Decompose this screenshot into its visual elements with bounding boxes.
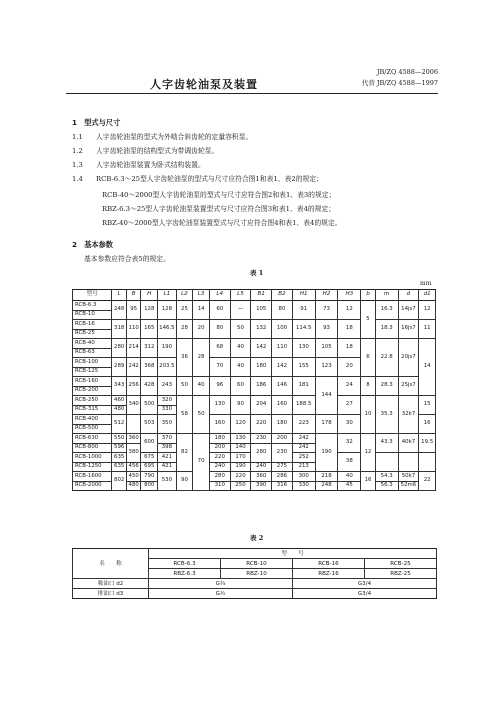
clause-text: 人字齿轮油泵的型式为外啮合斜齿轮的定量容积泵。 xyxy=(96,133,253,141)
cell: 275 xyxy=(272,462,293,472)
cell: G3/4 xyxy=(293,589,437,599)
cell: 675 xyxy=(141,453,158,463)
cell: 800 xyxy=(141,481,158,491)
cell: 460 xyxy=(112,396,127,406)
model-cell: RCB-125 xyxy=(73,367,112,377)
cell: 213 xyxy=(292,462,315,472)
cell: 130 xyxy=(230,434,251,444)
model-cell: RCB-1600 xyxy=(73,472,112,482)
cell: 360 xyxy=(126,434,141,444)
cell: RBZ-10 xyxy=(221,569,293,579)
cell: 40k7 xyxy=(398,434,419,453)
cell: 188.5 xyxy=(292,396,315,415)
cell: 242 xyxy=(126,358,141,377)
cell: 230 xyxy=(272,443,293,462)
cell: 240 xyxy=(209,462,230,472)
cell: 114.5 xyxy=(292,320,315,339)
table-row xyxy=(73,320,436,330)
cell: 380 xyxy=(126,443,141,462)
page-title: 人字齿轮油泵及装置 xyxy=(150,78,258,91)
cell: 95 xyxy=(126,301,141,320)
cell: 530 xyxy=(158,472,177,491)
model-cell: RCB-315 xyxy=(73,405,112,415)
cell: 82 xyxy=(176,434,193,472)
cell: 146.5 xyxy=(158,320,177,339)
cell: 50k7 xyxy=(398,472,419,482)
cell: 70 xyxy=(193,434,210,491)
cell: 11 xyxy=(419,320,436,339)
cell: 91 xyxy=(292,301,315,320)
col-header: 型 号 xyxy=(149,549,437,559)
cell: 695 xyxy=(141,462,158,472)
cell: 20 xyxy=(338,358,361,377)
model-cell: RCB-63 xyxy=(73,348,112,358)
cell: G½ xyxy=(149,589,293,599)
col-header: L1 xyxy=(158,290,177,301)
cell: 105 xyxy=(251,301,272,320)
col-header: L5 xyxy=(230,290,251,301)
cell: 128 xyxy=(141,301,158,320)
col-header: H2 xyxy=(315,290,338,301)
cell: — xyxy=(230,301,251,320)
cell: 60 xyxy=(209,301,230,320)
cell: 30 xyxy=(338,415,361,434)
cell: 40 xyxy=(193,377,210,396)
cell: 286 xyxy=(272,472,293,482)
col-header: d1 xyxy=(419,290,436,301)
cell xyxy=(419,453,436,472)
cell: 181 xyxy=(292,377,315,396)
cell: 230 xyxy=(251,434,272,444)
section-2-text: 基本参数应符合表5的规定。 xyxy=(84,255,170,263)
cell: 500 xyxy=(141,396,158,415)
cell: 14js7 xyxy=(398,301,419,320)
cell: 802 xyxy=(112,472,127,491)
title-rule xyxy=(66,93,438,94)
clause-1-2 xyxy=(72,147,218,156)
cell: 10 xyxy=(361,396,376,434)
cell: 25js7 xyxy=(398,377,419,396)
cell: 43.3 xyxy=(375,434,398,453)
cell: 80 xyxy=(272,301,293,320)
cell: 248 xyxy=(315,481,338,491)
cell: 330 xyxy=(158,405,177,415)
cell: 68 xyxy=(209,339,230,358)
cell: 18 xyxy=(338,320,361,339)
cell: 60 xyxy=(230,377,251,396)
standard-number: JB/ZQ 4588—2006 xyxy=(376,68,438,76)
replaces-standard: 代替 JB/ZQ 4588—1997 xyxy=(361,79,438,87)
cell: 480 xyxy=(126,481,141,491)
cell: 14 xyxy=(193,301,210,320)
cell: 28 xyxy=(193,339,210,377)
cell: 503 xyxy=(141,415,158,434)
cell: 250 xyxy=(230,481,251,491)
cell: 340 xyxy=(126,396,141,415)
clause-number: 1.2 xyxy=(72,147,83,155)
col-header: L3 xyxy=(193,290,210,301)
cell: 421 xyxy=(158,462,177,472)
cell: 15 xyxy=(419,396,436,415)
cell: 20 xyxy=(193,320,210,339)
clause-text: 人字齿轮油泵装置为卧式结构装置。 xyxy=(96,161,205,169)
model-cell: RCB-800 xyxy=(73,443,112,453)
cell: RBZ-16 xyxy=(293,569,365,579)
cell: 128 xyxy=(158,301,177,320)
cell: 12 xyxy=(361,434,376,472)
cell: RBZ-25 xyxy=(365,569,437,579)
cell: 218 xyxy=(315,472,338,482)
cell: 186 xyxy=(251,377,272,396)
table-row xyxy=(73,301,436,311)
cell: 28 xyxy=(176,320,193,339)
cell: 14 xyxy=(419,339,436,396)
table-header-row xyxy=(73,290,436,301)
cell: 105 xyxy=(315,339,338,358)
col-header: H xyxy=(141,290,158,301)
cell: 140 xyxy=(230,443,251,453)
clause-1-4-cont-1: RCB-40～2000型人字齿轮油泵的型式与尺寸应符合图2和表1、表3的规定； xyxy=(102,191,336,199)
table-row xyxy=(73,549,437,559)
cell: 80 xyxy=(209,320,230,339)
cell: 190 xyxy=(158,339,177,358)
cell: 70 xyxy=(209,358,230,377)
cell: 190 xyxy=(230,462,251,472)
table-row xyxy=(73,472,436,482)
cell: 252 xyxy=(292,453,315,463)
cell: 280 xyxy=(209,472,230,482)
cell xyxy=(126,415,141,434)
model-cell: RCB-630 xyxy=(73,434,112,444)
clause-number: 1.3 xyxy=(72,161,83,169)
cell: 512 xyxy=(112,415,127,434)
cell: 790 xyxy=(141,472,158,482)
model-cell: RCB-10 xyxy=(73,310,112,320)
cell: 280 xyxy=(251,443,272,462)
cell: 635 xyxy=(112,453,127,463)
row-header: 吸油口 d2 xyxy=(73,579,149,589)
col-header: H3 xyxy=(338,290,361,301)
model-cell: RCB-200 xyxy=(73,386,112,396)
cell: 120 xyxy=(230,415,251,434)
cell: 370 xyxy=(158,434,177,444)
cell: 56.3 xyxy=(375,481,398,491)
cell: 18.3 xyxy=(375,320,398,339)
col-header: B xyxy=(126,290,141,301)
cell: 73 xyxy=(315,301,338,320)
cell: 220 xyxy=(251,415,272,434)
cell: 144 xyxy=(315,377,338,415)
cell: 480 xyxy=(112,405,127,415)
cell: 40 xyxy=(230,339,251,358)
cell: RCB-6.3 xyxy=(149,559,221,569)
cell: 248 xyxy=(112,301,127,320)
cell: 596 xyxy=(112,443,127,453)
cell: 12 xyxy=(419,301,436,320)
cell: 40 xyxy=(230,358,251,377)
cell: 32k7 xyxy=(398,396,419,434)
cell: 50 xyxy=(230,320,251,339)
cell: 220 xyxy=(230,472,251,482)
model-cell: RCB-160 xyxy=(73,377,112,387)
model-cell: RCB-25 xyxy=(73,329,112,339)
cell: 214 xyxy=(126,339,141,358)
model-cell: RCB-500 xyxy=(73,424,112,434)
table-2 xyxy=(72,548,437,599)
col-header: L xyxy=(112,290,127,301)
cell: 242 xyxy=(292,443,315,453)
cell: 93 xyxy=(315,320,338,339)
model-cell: RCB-1250 xyxy=(73,462,112,472)
cell: 243 xyxy=(158,377,177,396)
cell: 256 xyxy=(126,377,141,396)
cell: 5 xyxy=(361,301,376,339)
model-cell: RCB-250 xyxy=(73,396,112,406)
model-cell: RCB-100 xyxy=(73,358,112,368)
cell: 19.5 xyxy=(419,434,436,453)
cell: 180 xyxy=(251,358,272,377)
clause-text: 人字齿轮油泵的结构型式为带调齿轮泵。 xyxy=(96,147,219,155)
cell: 318 xyxy=(112,320,127,339)
clause-1-4-cont-2: RBZ-6.3～25型人字齿轮油泵装置型式与尺寸应符合图3和表1、表4的规定； xyxy=(102,205,336,213)
cell: 155 xyxy=(292,358,315,377)
cell: 180 xyxy=(272,415,293,434)
cell: 450 xyxy=(126,472,141,482)
col-header: d xyxy=(398,290,419,301)
cell: 312 xyxy=(141,339,158,358)
cell: 350 xyxy=(158,415,177,434)
table-1-caption: 表 1 xyxy=(250,269,264,277)
cell: 54.3 xyxy=(375,472,398,482)
model-cell: RCB-1000 xyxy=(73,453,112,463)
cell: 36 xyxy=(176,339,193,377)
cell: 110 xyxy=(272,339,293,358)
cell: 360 xyxy=(251,472,272,482)
cell: 28.3 xyxy=(375,377,398,396)
clause-1-3 xyxy=(72,161,205,170)
cell: RCB-16 xyxy=(293,559,365,569)
cell: 142 xyxy=(251,339,272,358)
cell: 35.3 xyxy=(375,396,398,434)
cell: 50 xyxy=(193,396,210,434)
cell: G¾ xyxy=(149,579,293,589)
cell: 240 xyxy=(251,462,272,472)
cell: 310 xyxy=(209,481,230,491)
cell: 27 xyxy=(338,396,361,415)
cell: 280 xyxy=(112,339,127,358)
cell: 220 xyxy=(209,453,230,463)
cell: 25 xyxy=(176,301,193,320)
cell: 16 xyxy=(419,415,436,434)
cell: 178 xyxy=(315,415,338,434)
cell: 96 xyxy=(209,377,230,396)
cell: 22.8 xyxy=(375,339,398,377)
clause-number: 1.1 xyxy=(72,133,83,141)
cell: 12 xyxy=(338,301,361,320)
cell: 421 xyxy=(158,453,177,463)
cell: 90 xyxy=(230,396,251,415)
cell: 16.3 xyxy=(375,301,398,320)
cell: 223 xyxy=(292,415,315,434)
cell: 40 xyxy=(338,472,361,482)
row-header: 排油口 d3 xyxy=(73,589,149,599)
section-1-heading: 1 型式与尺寸 xyxy=(72,118,121,127)
clause-1-4 xyxy=(72,175,323,184)
col-header: B2 xyxy=(272,290,293,301)
table-row xyxy=(73,377,436,387)
cell: 160 xyxy=(209,415,230,434)
col-header: B1 xyxy=(251,290,272,301)
cell: 50 xyxy=(176,377,193,396)
table-1 xyxy=(72,289,436,491)
cell: 180 xyxy=(209,434,230,444)
cell: 550 xyxy=(112,434,127,444)
cell: 32 xyxy=(338,434,361,453)
cell: 428 xyxy=(141,377,158,396)
model-cell: RCB-16 xyxy=(73,320,112,330)
col-header: L2 xyxy=(176,290,193,301)
cell: 146 xyxy=(272,377,293,396)
cell: G3/4 xyxy=(293,579,437,589)
cell: 330 xyxy=(292,481,315,491)
table-2-caption: 表 2 xyxy=(250,534,264,542)
cell: 203.5 xyxy=(158,358,177,377)
table-row xyxy=(73,339,436,349)
cell: 110 xyxy=(126,320,141,339)
col-header: b xyxy=(361,290,376,301)
col-header: m xyxy=(375,290,398,301)
cell: 38 xyxy=(338,453,361,472)
cell: 123 xyxy=(315,358,338,377)
cell: 45 xyxy=(338,481,361,491)
cell: 200 xyxy=(272,434,293,444)
model-cell: RCB-40 xyxy=(73,339,112,349)
cell: 300 xyxy=(292,472,315,482)
cell: 200 xyxy=(209,443,230,453)
cell: 190 xyxy=(315,434,338,472)
cell: 130 xyxy=(209,396,230,415)
cell: RCB-25 xyxy=(365,559,437,569)
table-row xyxy=(73,481,436,491)
cell: 22 xyxy=(419,472,436,491)
table-row xyxy=(73,396,436,406)
model-cell: RCB-6.3 xyxy=(73,301,112,311)
cell: 160 xyxy=(272,396,293,415)
cell: 16js7 xyxy=(398,320,419,339)
cell: 132 xyxy=(251,320,272,339)
cell: 20js7 xyxy=(398,339,419,377)
cell: 320 xyxy=(158,396,177,406)
cell: 242 xyxy=(292,434,315,444)
row-header: 名 称 xyxy=(73,549,149,579)
col-header: L4 xyxy=(209,290,230,301)
cell: 170 xyxy=(230,453,251,463)
clause-text: RCB-6.3～25型人字齿轮油泵的型式与尺寸应符合图1和表1、表2的规定； xyxy=(96,175,323,183)
cell: 398 xyxy=(158,443,177,453)
col-header: 型号 xyxy=(73,290,112,301)
cell: 142 xyxy=(272,358,293,377)
cell: 600 xyxy=(141,434,158,453)
cell: 289 xyxy=(112,358,127,377)
cell: 100 xyxy=(272,320,293,339)
cell xyxy=(375,453,398,472)
cell: 343 xyxy=(112,377,127,396)
table-row xyxy=(73,579,437,589)
cell: 52m6 xyxy=(398,481,419,491)
cell: 456 xyxy=(126,462,141,472)
clause-number: 1.4 xyxy=(72,175,83,183)
cell: 58 xyxy=(176,396,193,434)
cell: 130 xyxy=(292,339,315,358)
section-2-heading: 2 基本参数 xyxy=(72,240,113,249)
table-row xyxy=(73,434,436,444)
cell: RBZ-6.3 xyxy=(149,569,221,579)
cell: 390 xyxy=(251,481,272,491)
cell: 16 xyxy=(361,472,376,491)
cell: 24 xyxy=(338,377,361,396)
table-row xyxy=(73,589,437,599)
cell: 204 xyxy=(251,396,272,415)
cell: 316 xyxy=(272,481,293,491)
clause-1-4-cont-3: RBZ-40～2000型人字齿轮油泵装置型式与尺寸应符合图4和表1、表4的规定。 xyxy=(102,219,342,227)
cell xyxy=(398,453,419,472)
cell: 165 xyxy=(141,320,158,339)
model-cell: RCB-2000 xyxy=(73,481,112,491)
table-1-unit: mm xyxy=(420,280,432,287)
cell: 368 xyxy=(141,358,158,377)
model-cell: RCB-400 xyxy=(73,415,112,425)
clause-1-1 xyxy=(72,133,252,142)
cell: RCB-10 xyxy=(221,559,293,569)
col-header: H1 xyxy=(292,290,315,301)
cell: 635 xyxy=(112,462,127,472)
cell: 6 xyxy=(361,339,376,377)
cell: 90 xyxy=(176,472,193,491)
cell: 18 xyxy=(338,339,361,358)
cell: 8 xyxy=(361,377,376,396)
